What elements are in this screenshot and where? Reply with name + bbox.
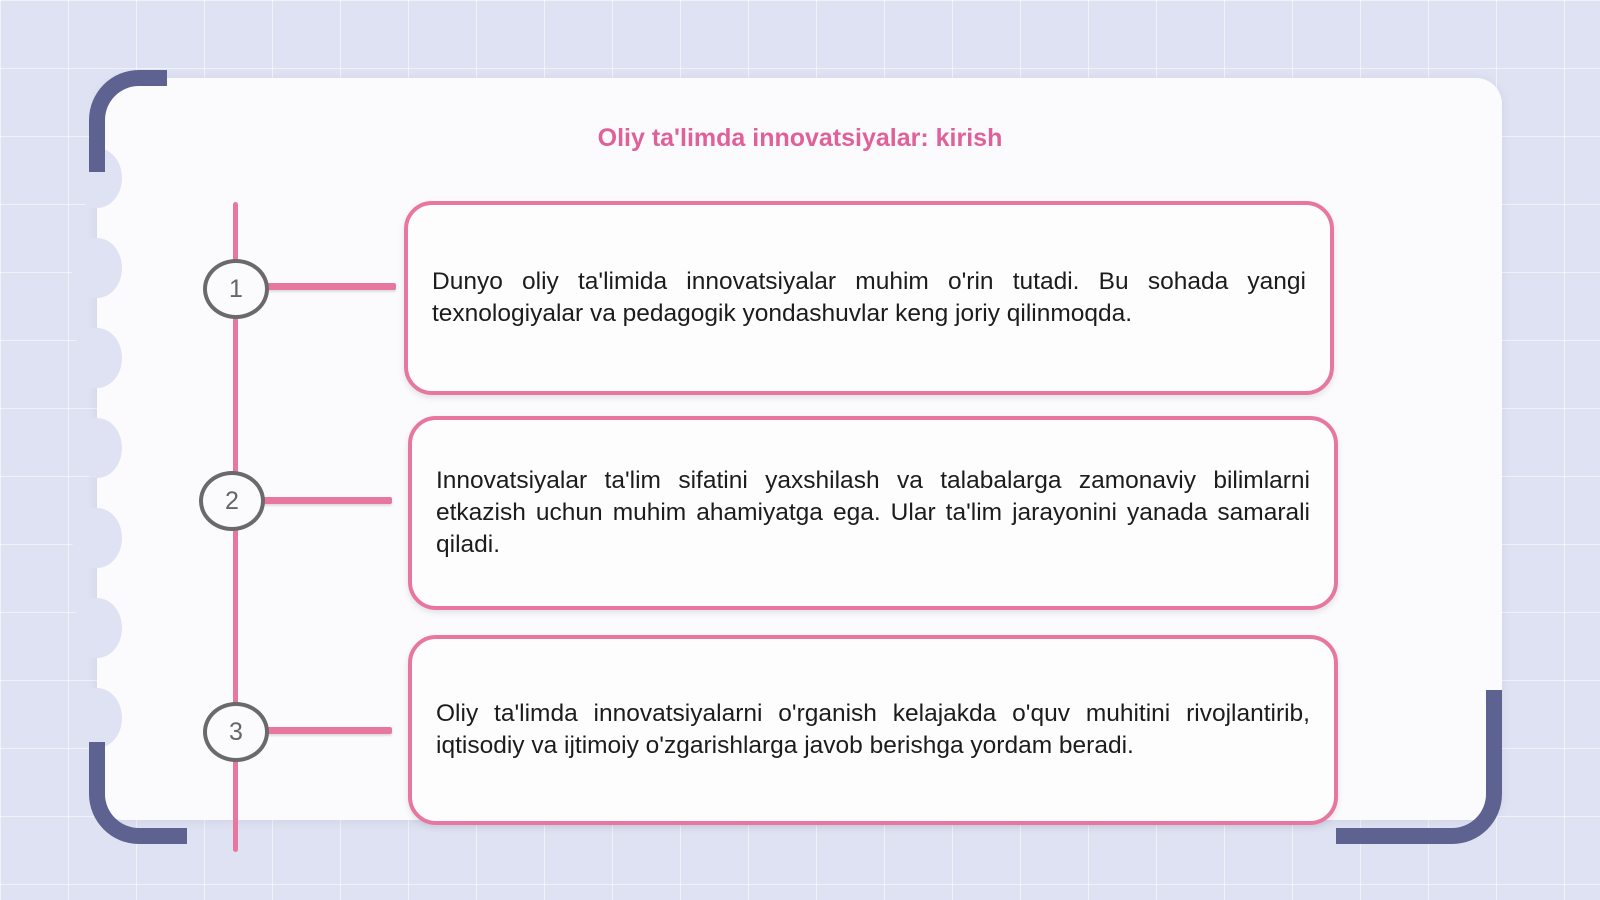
paper-notch [72,688,122,748]
step-number-1: 1 [203,259,269,319]
content-card-3 [408,635,1338,825]
content-card-2 [408,416,1338,610]
timeline-connector-1 [266,283,396,290]
paper-notch [72,238,122,298]
step-number-2: 2 [199,471,265,531]
paper-notch [72,508,122,568]
timeline-connector-2 [262,497,392,504]
card-text-2: Innovatsiyalar ta'lim sifatini yaxshilash va talabalarga zamonaviy bilimlarni etkazish uchun muhim ahamiyatga ega. Ular ta'lim jarayonini yanada samarali qiladi. [436,467,1310,558]
slide-title: Oliy ta'limda innovatsiyalar: kirish [597,124,1003,152]
paper-notch [72,328,122,388]
timeline-connector-3 [266,727,392,734]
paper-notch [72,598,122,658]
step-number-3: 3 [203,702,269,762]
content-card-1 [404,201,1334,395]
card-text-1: Dunyo oliy ta'limida innovatsiyalar muhim o'rin tutadi. Bu sohada yangi texnologiyalar va pedagogik yondashuvlar keng joriy qilinmoqda. [432,268,1306,327]
corner-bracket-bottom-right [1336,690,1502,844]
card-text-3: Oliy ta'limda innovatsiyalarni o'rganish kelajakda o'quv muhitini rivojlantirib, iqtisodiy va ijtimoiy o'zgarishlarga javob berishga yordam beradi. [436,700,1310,759]
corner-bracket-bottom-left [89,742,187,844]
paper-notch [72,418,122,478]
corner-bracket-top-left [89,70,167,172]
